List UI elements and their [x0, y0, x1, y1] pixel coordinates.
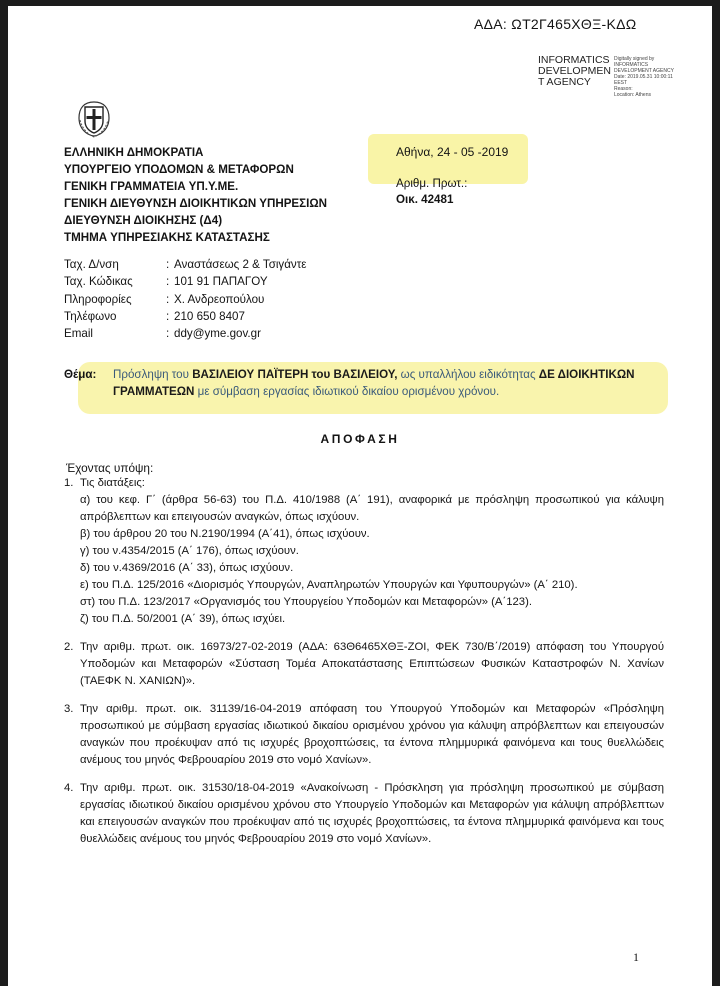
contact-label: Τηλέφωνο	[64, 309, 117, 323]
contact-row	[64, 273, 306, 290]
item-text: Την αριθμ. πρωτ. οικ. 16973/27-02-2019 (ΑΔΑ: 63Θ6465ΧΘΞ-ΖΟΙ, ΦΕΚ 730/Β΄/2019) απόφαση του Υπουργού Υποδομών και Μεταφορών «Σύσταση Τομέα Αποκατάστασης Επιπτώσεων Φυσικών Καταστροφών Ν. Χανίων (ΤΑΕΦΚ Ν. ΧΑΝΙΩΝ)».	[80, 641, 664, 687]
subject-person-name: ΒΑΣΙΛΕΙΟΥ ΠΑΪΤΕΡΗ του ΒΑΣΙΛΕΙΟΥ,	[192, 368, 398, 381]
issuer-header	[64, 144, 327, 246]
list-item	[64, 639, 664, 690]
signature-detail: EEST	[614, 80, 628, 86]
header-line: ΥΠΟΥΡΓΕΙΟ ΥΠΟΔΟΜΩΝ & ΜΕΤΑΦΟΡΩΝ	[64, 163, 294, 176]
provision-line: β) του άρθρου 20 του Ν.2190/1994 (Α΄41), όπως ισχύουν.	[80, 528, 370, 540]
subject-text	[113, 366, 673, 400]
provision-line: δ) του ν.4369/2016 (Α΄ 33), όπως ισχύουν.	[80, 562, 294, 574]
subject-specialty: ΔΕ ΔΙΟΙΚΗΤΙΚΩΝ ΓΡΑΜΜΑΤΕΩΝ	[113, 368, 635, 398]
hellenic-emblem-icon	[74, 98, 114, 140]
contact-separator: :	[166, 275, 170, 289]
provision-line: γ) του ν.4354/2015 (Α΄ 176), όπως ισχύουν.	[80, 545, 299, 557]
protocol-number: Οικ. 42481	[396, 193, 454, 206]
signature-detail: Location: Athens	[614, 92, 651, 98]
signature-detail: Reason:	[614, 86, 633, 92]
provision-line: ε) του Π.Δ. 125/2016 «Διορισμός Υπουργών, Αναπληρωτών Υπουργών και Υφυπουργών» (Α΄ 210).	[80, 579, 578, 591]
list-item	[64, 475, 664, 628]
item-number: 4.	[64, 782, 74, 794]
signature-name-line: T AGENCY	[538, 76, 591, 88]
contact-separator: :	[166, 292, 170, 306]
provision-line: α) του κεφ. Γ΄ (άρθρα 56-63) του Π.Δ. 410/1988 (Α΄ 191), αναφορικά με πρόσληψη προσωπικού για κάλυψη απρόβλεπτων και επειγουσών αναγκών, όπως ισχύουν.	[80, 494, 664, 523]
protocol-label: Αριθμ. Πρωτ.:	[396, 177, 468, 190]
ada-code: ΑΔΑ: ΩΤ2Γ465ΧΘΞ-ΚΔΩ	[474, 16, 637, 32]
contact-row	[64, 256, 306, 273]
contact-row	[64, 291, 306, 308]
signature-detail: DEVELOPMENT AGENCY	[614, 68, 674, 74]
contact-separator: :	[166, 327, 170, 341]
preamble-intro: Έχοντας υπόψη:	[66, 461, 154, 475]
considerations-list	[64, 475, 664, 848]
signature-name-line: INFORMATICS	[538, 54, 610, 66]
contact-row	[64, 325, 306, 342]
item-text: Την αριθμ. πρωτ. οικ. 31139/16-04-2019 απόφαση του Υπουργού Υποδομών και Μεταφορών «Πρόσληψη προσωπικού με σύμβαση εργασίας ιδιωτικού δικαίου ορισμένου χρόνου για κάλυψη απρόβλεπτων και επειγουσών αναγκών που προέκυψαν από τις ισχυρές βροχοπτώσεις, τα έντονα πλημμυρικά φαινόμενα και τους θυελλώδεις ανέμους του μηνός Φεβρουαρίου 2019 στο νομό Χανίων».	[80, 703, 664, 766]
contact-value: Χ. Ανδρεοπούλου	[174, 292, 265, 306]
signature-detail: Date: 2019.05.31 10:00:11	[614, 74, 673, 80]
contact-value: 101 91 ΠΑΠΑΓΟΥ	[174, 275, 268, 289]
contact-label: Ταχ. Δ/νση	[64, 258, 119, 271]
contact-email: ddy@yme.gov.gr	[174, 327, 261, 341]
header-line: ΤΜΗΜΑ ΥΠΗΡΕΣΙΑΚΗΣ ΚΑΤΑΣΤΑΣΗΣ	[64, 231, 270, 244]
contact-block	[64, 256, 306, 342]
list-item	[64, 701, 664, 769]
contact-value: 210 650 8407	[174, 309, 245, 323]
item-number: 2.	[64, 641, 74, 653]
signature-name-line: DEVELOPMEN	[538, 65, 611, 77]
subject-part: με σύμβαση εργασίας ιδιωτικού δικαίου ορισμένου χρόνου.	[194, 385, 500, 398]
item-number: 3.	[64, 703, 74, 715]
contact-separator: :	[166, 258, 170, 271]
contact-label: Ταχ. Κώδικας	[64, 275, 133, 289]
subject-label: Θέμα:	[64, 368, 97, 381]
provision-line: ζ) του Π.Δ. 50/2001 (Α΄ 39), όπως ισχύει.	[80, 613, 286, 625]
contact-value: Αναστάσεως 2 & Τσιγάντε	[174, 258, 307, 271]
signature-detail: INFORMATICS	[614, 62, 649, 68]
page-number: 1	[633, 950, 639, 964]
left-edge	[0, 0, 8, 986]
header-line: ΓΕΝΙΚΗ ΓΡΑΜΜΑΤΕΙΑ ΥΠ.Υ.ΜΕ.	[64, 180, 239, 193]
item-lead: Τις διατάξεις:	[80, 477, 145, 489]
signature-detail: Digitally signed by	[614, 56, 655, 62]
header-line: ΓΕΝΙΚΗ ΔΙΕΥΘΥΝΣΗ ΔΙΟΙΚΗΤΙΚΩΝ ΥΠΗΡΕΣΙΩΝ	[64, 197, 328, 210]
signature-details	[614, 56, 700, 98]
item-number: 1.	[64, 477, 74, 489]
decision-title: ΑΠΟΦΑΣΗ	[320, 432, 400, 446]
contact-row	[64, 308, 306, 325]
signature-block	[538, 55, 610, 88]
subject-part: Πρόσληψη του	[113, 368, 193, 381]
provision-line: στ) του Π.Δ. 123/2017 «Οργανισμός του Υπουργείου Υποδομών και Μεταφορών» (Α΄123).	[80, 596, 532, 608]
list-item	[64, 780, 664, 848]
contact-label: Email	[64, 327, 93, 341]
right-edge	[712, 0, 720, 986]
item-text: Την αριθμ. πρωτ. οικ. 31530/18-04-2019 «Ανακοίνωση - Πρόσκληση για πρόσληψη προσωπικού με σύμβαση εργασίας ιδιωτικού δικαίου ορισμένου χρόνου στο Υπουργείο Υποδομών και Μεταφορών για κάλυψη απρόβλεπτων και επειγουσών αναγκών που προέκυψαν από τις ισχυρές βροχοπτώσεις, τα έντονα πλημμυρικά φαινόμενα και τους θυελλώδεις ανέμους του μηνός Φεβρουαρίου 2019 στο νομό Χανίων».	[80, 782, 664, 845]
contact-separator: :	[166, 309, 170, 323]
header-line: ΔΙΕΥΘΥΝΣΗ ΔΙΟΙΚΗΣΗΣ (Δ4)	[64, 214, 223, 227]
header-line: ΕΛΛΗΝΙΚΗ ΔΗΜΟΚΡΑΤΙΑ	[64, 146, 204, 159]
contact-label: Πληροφορίες	[64, 292, 132, 306]
top-edge	[0, 0, 720, 6]
document-date: Αθήνα, 24 - 05 -2019	[396, 145, 509, 159]
subject-part: ως υπαλλήλου ειδικότητας	[397, 368, 539, 381]
